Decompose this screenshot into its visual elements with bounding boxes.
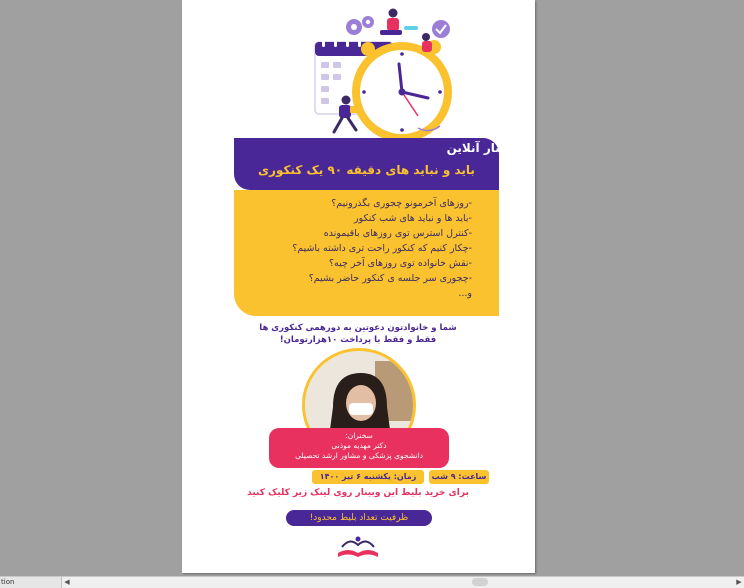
horizontal-scrollbar[interactable] — [0, 576, 744, 588]
time-badge: ساعت: ۹ شب — [429, 470, 489, 484]
check-badge-icon — [432, 20, 450, 38]
status-text: tion — [0, 577, 62, 588]
clock-calendar-illustration — [182, 0, 535, 145]
list-item: -نقش خانواده توی روزهای آخر چیه؟ — [329, 258, 472, 269]
speaker-info — [269, 431, 449, 461]
list-item: -باید ها و نباید های شب کنکور — [353, 213, 472, 224]
list-item: -روزهای آخرمونو چجوری بگذرونیم؟ — [331, 198, 472, 209]
invitation-line: شما و خانوادتون دعوتین به دورهمی کنکوری ها — [259, 323, 457, 333]
speaker-label: سخنران: — [345, 431, 373, 440]
scrollbar-thumb[interactable] — [472, 578, 488, 586]
gears-icon — [346, 16, 374, 35]
cta-text: برای خرید بلیط این وبینار روی لینک زیر کلیک کنید — [247, 488, 469, 498]
chevron-left-icon[interactable]: ◀ — [64, 578, 70, 586]
chevron-right-icon[interactable]: ▶ — [736, 578, 742, 586]
list-item: -چکار کنیم که کنکور راحت تری داشته باشیم؟ — [292, 243, 472, 254]
list-item: و... — [458, 288, 472, 299]
capacity-badge: ظرفیت تعداد بلیط محدود! — [286, 510, 432, 526]
list-item: -چجوری سر جلسه ی کنکور حاضر بشیم؟ — [308, 273, 472, 284]
price-line: فقط و فقط با پرداخت ۱۰هزارتومان! — [279, 335, 437, 345]
invitation-text — [222, 322, 494, 346]
document-page — [182, 0, 535, 573]
poster-subtitle: وبینار آنلاین — [446, 141, 517, 155]
list-item: -کنترل استرس توی روزهای باقیمونده — [323, 228, 472, 239]
person-sitting-icon — [380, 9, 418, 36]
topics-list — [242, 196, 472, 301]
speaker-name: دکتر مهدیه موذنی — [331, 441, 387, 450]
person-sitting-right-icon — [422, 33, 432, 52]
speaker-title: دانشجوی پزشکی و مشاور ارشد تحصیلی — [295, 451, 423, 460]
book-logo-icon — [332, 533, 384, 561]
poster-title: باید و نباید های دقیقه ۹۰ یک کنکوری — [258, 163, 475, 177]
date-badge: زمان: یکشنبه ۶ تیر ۱۴۰۰ — [312, 470, 424, 484]
